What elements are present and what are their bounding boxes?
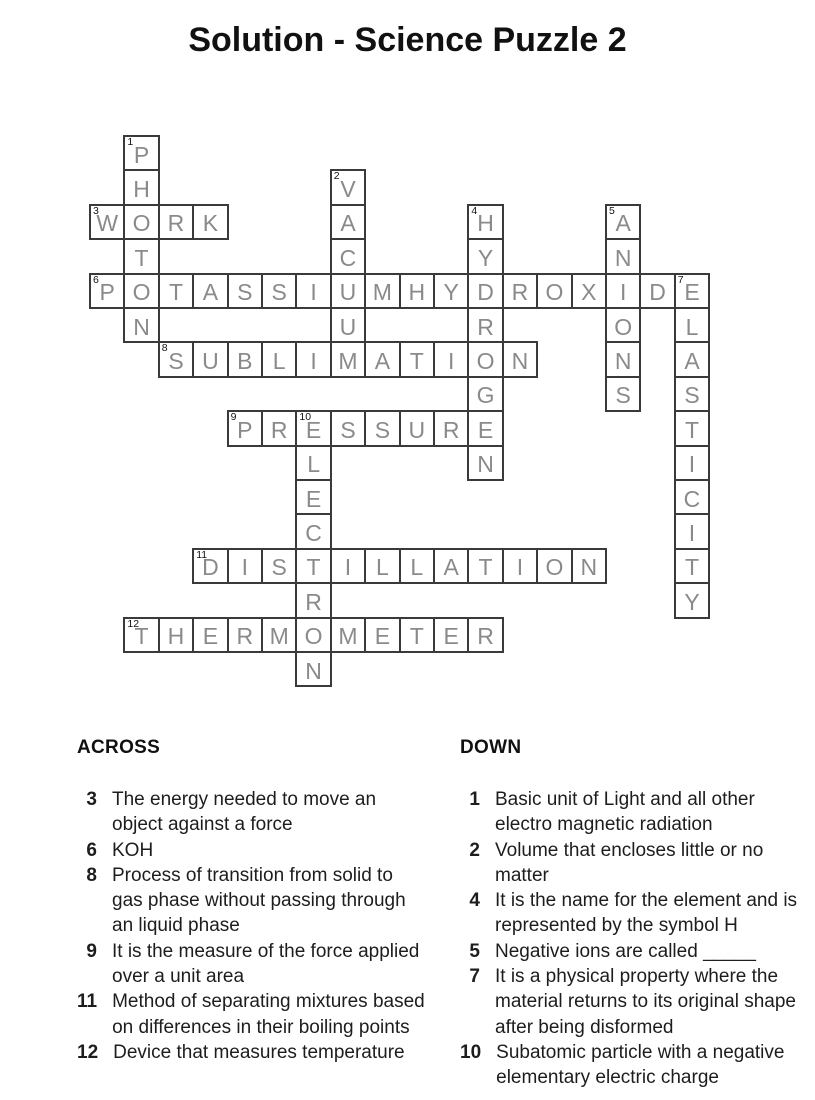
cell-letter: D [649,279,666,306]
cell-letter: S [374,416,391,443]
cell-letter: M [338,623,358,650]
cell-letter: S [615,382,631,409]
cell-letter: S [168,348,184,375]
grid-cell [227,273,263,309]
cell-number: 7 [677,273,684,286]
cell-letter: P [99,279,115,306]
cell-letter: T [168,279,184,306]
cell-letter: N [614,244,632,271]
cell-letter: V [340,176,356,203]
grid-cell [192,273,228,309]
cell-letter: R [236,623,254,650]
grid-cell [330,238,366,274]
grid-cell [674,376,710,412]
grid-cell [467,376,503,412]
grid-cell [295,617,331,653]
cell-letter: E [305,416,322,443]
down-clue-2 [460,838,808,889]
grid-cell [330,617,366,653]
cell-letter: O [545,554,564,581]
page-title: Solution - Science Puzzle 2 [188,21,627,59]
grid-cell [89,204,125,240]
cell-letter: O [304,623,323,650]
grid-cell [502,548,538,584]
cell-letter: L [685,313,699,340]
cell-letter: U [408,416,426,443]
across-clue-8 [77,863,429,939]
grid-cell [605,307,641,343]
cell-number: 9 [230,411,237,424]
cell-number: 1 [127,136,134,148]
clue-text: KOH [112,839,154,861]
down-clue-7 [460,964,808,1040]
grid-cell [467,445,503,481]
cell-letter: A [443,554,459,581]
cell-letter: U [339,279,357,306]
grid-cell [192,617,228,653]
cell-letter: R [442,416,460,443]
grid-cell [295,341,331,377]
cell-letter: R [167,210,185,237]
across-clue-12 [77,1040,429,1065]
clue-number: 9 [86,940,97,962]
cell-letter: T [134,623,149,650]
grid-cell [674,548,710,584]
grid-cell [639,273,675,309]
grid-cell [261,341,297,377]
grid-cell [123,238,159,274]
cell-letter: B [237,348,253,375]
clue-text: Basic unit of Light and all other electro magnetic radiation [495,789,755,836]
grid-cell [467,341,503,377]
cell-letter: S [237,279,253,306]
cell-letter: A [684,348,700,375]
grid-cell [433,273,469,309]
grid-cell [123,135,159,171]
clue-number: 12 [77,1041,99,1063]
grid-cell [571,548,607,584]
grid-cell [674,341,710,377]
grid-cell [674,307,710,343]
cell-letter: O [614,313,633,340]
grid-cell [261,273,297,309]
grid-cell [158,204,194,240]
cell-letter: L [307,451,320,478]
clue-text: It is the measure of the force applied over a unit area [112,940,420,988]
clue-text: It is the name for the element and is represented by the symbol H [495,890,798,937]
grid-cell [261,617,297,653]
grid-cell [330,169,366,205]
grid-cell [433,548,469,584]
grid-cell [399,410,435,446]
cell-letter: E [684,279,700,306]
grid-cell [330,410,366,446]
across-clue-3 [77,787,429,838]
clue-number: 10 [460,1041,482,1063]
grid-cell [605,204,641,240]
cell-letter: N [580,554,598,581]
grid-cell [502,341,538,377]
grid-cell [399,341,435,377]
cell-letter: I [448,348,455,375]
grid-cell [295,273,331,309]
clue-text: Subatomic particle with a negative elementary electric charge [496,1041,785,1089]
cell-letter: T [409,623,424,650]
cell-letter: U [202,348,219,375]
clue-number: 4 [469,890,480,912]
grid-cell [295,445,331,481]
cell-number: 11 [196,548,208,561]
cell-letter: I [688,451,696,478]
cell-letter: O [132,279,151,306]
grid-cell [261,410,297,446]
grid-cell [295,548,331,584]
grid-cell [330,341,366,377]
clue-text: The energy needed to move an object against a force [112,789,377,836]
cell-letter: M [269,623,289,650]
grid-cell [123,617,159,653]
cell-number: 4 [471,204,478,217]
clue-text: It is a physical property where the material returns to its original shape after being disformed [495,966,796,1038]
cell-letter: S [340,416,356,443]
cell-letter: P [133,141,150,168]
cell-letter: O [476,348,495,375]
grid-cell [227,548,263,584]
grid-cell [674,410,710,446]
cell-number: 2 [333,170,340,183]
cell-letter: H [167,623,185,650]
grid-cell [605,376,641,412]
grid-cell [674,479,710,515]
down-clue-4 [460,888,808,939]
cell-letter: E [374,623,391,650]
grid-cell [399,548,435,584]
down-clue-5 [460,939,808,964]
across-header: ACROSS [77,737,161,758]
cell-letter: C [305,520,322,547]
cell-letter: A [202,279,219,306]
cell-letter: I [344,554,352,581]
grid-cell [227,410,263,446]
cell-letter: Y [684,588,700,615]
grid-cell [605,273,641,309]
cell-letter: I [310,279,317,306]
grid-cell [330,548,366,584]
across-clue-6 [77,838,429,863]
grid-cell [123,169,159,205]
cell-letter: T [684,554,700,581]
grid-cell [261,548,297,584]
cell-letter: L [272,348,286,375]
cell-number: 10 [299,411,312,424]
grid-cell [674,513,710,549]
grid-cell [192,548,228,584]
cell-letter: R [305,588,322,615]
cell-letter: L [375,554,389,581]
cell-letter: C [683,485,701,512]
grid-cell [605,238,641,274]
grid-cell [158,273,194,309]
cell-letter: T [134,244,149,271]
grid-cell [433,410,469,446]
cell-letter: R [511,279,529,306]
grid-cell [192,204,228,240]
cell-letter: A [615,210,631,237]
cell-letter: Y [477,244,494,271]
grid-cell [364,273,400,309]
cell-letter: M [338,348,358,375]
cell-letter: T [478,554,493,581]
grid-cell [399,617,435,653]
cell-letter: E [305,485,322,512]
cell-letter: I [310,348,317,375]
cell-letter: R [270,416,288,443]
clue-number: 5 [469,940,480,962]
down-clue-list [460,787,808,1091]
clue-text: Volume that encloses little or no matter [495,839,764,886]
grid-cell [227,617,263,653]
clue-number: 7 [469,966,480,988]
grid-cell [674,273,710,309]
cell-letter: I [516,554,524,581]
grid-cell [295,479,331,515]
cell-letter: N [614,348,632,375]
grid-cell [158,617,194,653]
grid-cell [330,307,366,343]
grid-cell [330,204,366,240]
clue-number: 3 [86,789,97,810]
cell-letter: A [374,348,391,375]
grid-cell [123,204,159,240]
grid-cell [192,341,228,377]
cell-letter: Y [443,279,459,306]
cell-letter: U [339,313,357,340]
cell-letter: N [133,313,150,340]
grid-cell [467,548,503,584]
cell-letter: E [202,623,219,650]
cell-letter: K [202,210,219,237]
grid-cell [467,307,503,343]
cell-letter: E [477,416,494,443]
cell-letter: O [132,210,151,237]
grid-cell [295,582,331,618]
across-column [77,737,429,1065]
clue-number: 1 [469,789,480,810]
cell-letter: S [684,382,700,409]
grid-cell [89,273,125,309]
cell-number: 6 [93,273,99,286]
cell-letter: D [477,279,494,306]
cell-letter: I [688,520,696,547]
grid-cell [433,341,469,377]
cell-letter: H [133,176,150,203]
clue-number: 11 [77,991,98,1013]
grid-cell [674,582,710,618]
grid-cell [467,410,503,446]
cell-number: 3 [93,204,99,217]
grid-cell [467,238,503,274]
grid-cell [123,273,159,309]
cell-letter: G [476,382,495,409]
cell-letter: S [271,554,287,581]
down-column [460,737,808,1091]
clue-text: Negative ions are called _____ [495,940,756,962]
grid-cell [364,410,400,446]
cell-letter: N [305,657,322,684]
grid-cell [330,273,366,309]
cell-letter: I [620,279,627,306]
grid-cell [295,651,331,687]
cell-letter: N [477,451,494,478]
cell-letter: X [581,279,597,306]
grid-cell [536,548,572,584]
grid-cell [674,445,710,481]
grid-cell [467,617,503,653]
across-clue-list [77,787,429,1065]
clue-number: 8 [86,864,97,886]
grid-cell [364,341,400,377]
grid-cell [536,273,572,309]
down-header: DOWN [460,737,522,758]
cell-letter: P [237,416,253,443]
cell-number: 8 [161,342,168,355]
grid-cell [227,341,263,377]
cell-letter: N [511,348,529,375]
cell-number: 5 [609,204,615,217]
cell-letter: E [443,623,459,650]
cell-letter: C [339,244,357,271]
grid-cell [467,204,503,240]
cell-letter: H [408,279,426,306]
grid-cell [123,307,159,343]
cell-letter: I [241,554,248,581]
cell-letter: T [409,348,424,375]
grid-cell [502,273,538,309]
cell-letter: L [410,554,424,581]
grid-cell [571,273,607,309]
grid-cell [364,617,400,653]
across-clue-11 [77,989,429,1040]
grid-cell [399,273,435,309]
cell-letter: R [477,623,494,650]
clue-number: 2 [469,839,480,861]
clue-text: Device that measures temperature [113,1041,405,1063]
cell-letter: H [477,210,494,237]
grid-cell [295,410,331,446]
cell-letter: O [545,279,564,306]
grid-cell [467,273,503,309]
across-clue-9 [77,939,429,990]
clue-text: Method of separating mixtures based on differences in their boiling points [112,991,425,1038]
down-clue-1 [460,787,808,838]
cell-letter: M [372,279,392,306]
clue-text: Process of transition from solid to gas phase without passing through an liquid phase [112,864,406,937]
grid-cell [433,617,469,653]
grid-cell [605,341,641,377]
cell-letter: S [271,279,287,306]
grid-cell [295,513,331,549]
cell-letter: D [202,554,219,581]
cell-letter: T [684,416,700,443]
down-clue-10 [460,1040,808,1091]
cell-letter: W [96,210,119,237]
cell-number: 12 [127,617,140,630]
cell-letter: A [340,210,356,237]
grid-cell [158,341,194,377]
grid-cell [364,548,400,584]
clue-number: 6 [86,839,97,861]
cell-letter: T [306,554,321,581]
cell-letter: R [477,313,494,340]
